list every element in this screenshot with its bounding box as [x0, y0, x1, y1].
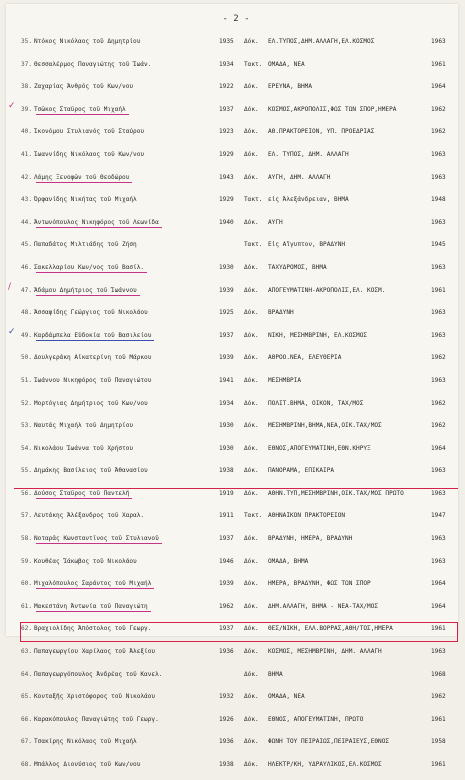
member-category: Δόκ. — [244, 83, 259, 91]
birth-year: 1962 — [219, 602, 234, 610]
person-name: Καρακόπουλος Παναγιώτης τοῦ Γεωργ. — [34, 715, 159, 723]
registration-year: 1963 — [431, 173, 446, 181]
registration-year: 1947 — [431, 512, 446, 520]
entry-number: 60. — [20, 580, 32, 588]
list-item — [6, 260, 458, 283]
birth-year: 1929 — [219, 150, 234, 158]
birth-year: 1937 — [219, 105, 234, 113]
list-item — [6, 124, 458, 147]
list-item — [6, 689, 458, 712]
registration-year: 1961 — [431, 761, 446, 768]
register-list — [6, 34, 458, 780]
member-category: Δόκ. — [244, 580, 259, 588]
registration-year: 1964 — [431, 580, 446, 588]
handwritten-underline — [36, 543, 162, 544]
member-category: Δόκ. — [244, 444, 259, 452]
registration-year: 1963 — [431, 557, 446, 565]
entry-number: 51. — [20, 376, 32, 384]
list-item — [6, 757, 458, 780]
newspapers: ΗΛΕΚΤΡ/ΚΗ, ΥΔΡΑΥΛΙΚΟΣ,ΕΛ.ΚΟΣΜΟΣ — [268, 761, 382, 768]
member-category: Δόκ. — [244, 354, 259, 362]
registration-year: 1961 — [431, 625, 446, 633]
registration-year: 1962 — [431, 354, 446, 362]
newspapers: ΑΘΡΟΟ.ΝΕΑ, ΕΛΕΥΘΕΡΙΑ — [268, 354, 342, 362]
registration-year: 1962 — [431, 105, 446, 113]
list-item — [6, 57, 458, 80]
entry-number: 50. — [20, 354, 32, 362]
handwritten-underline — [36, 588, 154, 589]
entry-number: 55. — [20, 467, 32, 475]
newspapers: ΤΑΧΥΔΡΟΜΟΣ, ΒΗΜΑ — [268, 263, 327, 271]
newspapers: ΑΘ.ΠΡΑΚΤΟΡΕΙΟΝ, ΥΠ. ΠΡΟΕΔΡΙΑΣ — [268, 128, 375, 136]
member-category: Δόκ. — [244, 489, 259, 497]
birth-year: 1934 — [219, 60, 234, 68]
person-name: Ἀντωνόπουλος Νικηφόρος τοῦ Λεωνίδα — [34, 218, 159, 226]
birth-year: 1946 — [219, 557, 234, 565]
birth-year: 1936 — [219, 648, 234, 656]
entry-number: 63. — [20, 648, 32, 656]
handwritten-underline — [36, 227, 162, 228]
list-item — [6, 463, 458, 486]
member-category: Δόκ. — [244, 309, 259, 317]
newspapers: Εἰς Αἴγυπτον, ΒΡΑΔΥΝΗ — [268, 241, 346, 249]
handwritten-underline — [36, 498, 132, 499]
birth-year: 1939 — [219, 580, 234, 588]
entry-number: 45. — [20, 241, 32, 249]
margin-check-mark: ✓ — [8, 100, 16, 111]
newspapers: ΟΜΑΔΑ, ΝΕΑ — [268, 693, 305, 701]
newspapers: ΒΡΑΔΥΝΗ — [268, 309, 294, 317]
entry-number: 43. — [20, 196, 32, 204]
member-category: Δόκ. — [244, 625, 259, 633]
newspapers: ΗΜΕΡΑ, ΒΡΑΔΥΝΗ, ΦΩΣ ΤΩΝ ΣΠΟΡ — [268, 580, 371, 588]
person-name: Ἀδάμου Δημήτριος τοῦ Ἰωάννου — [34, 286, 137, 294]
entry-number: 56. — [20, 489, 32, 497]
entry-number: 54. — [20, 444, 32, 452]
person-name: Δούσος Σταῦρος τοῦ Παντελῆ — [34, 489, 130, 497]
registration-year: 1963 — [431, 218, 446, 226]
birth-year: 1941 — [219, 376, 234, 384]
member-category: Δόκ. — [244, 557, 259, 565]
registration-year: 1963 — [431, 489, 446, 497]
newspapers: ΕΘΝΟΣ,ΑΠΟΓΕΥΜΑΤΙΝΗ,ΕΘΝ.ΚΗΡΥΞ — [268, 444, 371, 452]
list-item — [6, 147, 458, 170]
birth-year: 1911 — [219, 512, 234, 520]
birth-year: 1943 — [219, 173, 234, 181]
list-item — [6, 305, 458, 328]
person-name: Λευτάκης Ἀλέξανδρος τοῦ Χαραλ. — [34, 512, 145, 520]
person-name: Ἰωαννίδης Νικόλαος τοῦ Κων/νου — [34, 150, 145, 158]
list-item — [6, 667, 458, 690]
member-category: Δόκ. — [244, 602, 259, 610]
newspapers: ΕΘΝΟΣ, ΑΠΟΓΕΥΜΑΤΙΝΗ, ΠΡΩΤΟ — [268, 715, 364, 723]
person-name: Νοταρᾶς Κωνσταντῖνος τοῦ Στυλιανοῦ — [34, 535, 159, 543]
entry-number: 52. — [20, 399, 32, 407]
birth-year: 1930 — [219, 422, 234, 430]
person-name: Κουθέας Ἰάκωβος τοῦ Νικολάου — [34, 557, 137, 565]
registration-year: 1958 — [431, 738, 446, 746]
member-category: Δόκ. — [244, 128, 259, 136]
newspapers: ΚΟΣΜΟΣ, ΜΕΣΗΜΒΡΙΝΗ, ΔΗΜ. ΑΛΛΑΓΗ — [268, 648, 382, 656]
entry-number: 58. — [20, 535, 32, 543]
member-category: Τακτ. — [244, 196, 263, 204]
list-item — [6, 508, 458, 531]
list-item — [6, 34, 458, 57]
birth-year: 1923 — [219, 128, 234, 136]
list-item — [6, 734, 458, 757]
member-category: Δόκ. — [244, 670, 259, 678]
entry-number: 46. — [20, 263, 32, 271]
entry-number: 61. — [20, 602, 32, 610]
registration-year: 1963 — [431, 331, 446, 339]
newspapers: ΘΕΣ/ΝΙΚΗ, ΕΛΛ.ΒΟΡΡΑΣ,ΑΘΗ/ΤΟΣ,ΗΜΕΡΑ — [268, 625, 393, 633]
list-item — [6, 79, 458, 102]
entry-number: 57. — [20, 512, 32, 520]
list-item — [6, 396, 458, 419]
registration-year: 1962 — [431, 693, 446, 701]
entry-number: 67. — [20, 738, 32, 746]
list-item — [6, 418, 458, 441]
list-item — [6, 237, 458, 260]
entry-number: 37. — [20, 60, 32, 68]
registration-year: 1968 — [431, 670, 446, 678]
list-item — [6, 531, 458, 554]
list-item — [6, 283, 458, 306]
newspapers: ΒΡΑΔΥΝΗ, ΗΜΕΡΑ, ΒΡΑΔΥΝΗ — [268, 535, 353, 543]
entry-number: 64. — [20, 670, 32, 678]
member-category: Δόκ. — [244, 173, 259, 181]
newspapers: ΟΜΑΔΑ, ΒΗΜΑ — [268, 557, 309, 565]
newspapers: ΝΙΚΗ, ΜΕΣΗΜΒΡΙΝΗ, ΕΛ.ΚΟΣΜΟΣ — [268, 331, 368, 339]
newspapers: εἰς Ἀλεξάνδρειαν, ΒΗΜΑ — [268, 196, 349, 204]
newspapers: ΑΥΓΗ, ΔΗΜ. ΑΛΛΑΓΗ — [268, 173, 331, 181]
entry-number: 68. — [20, 761, 32, 768]
person-name: Σακελλαρίου Κων/νος τοῦ Βασίλ. — [34, 263, 145, 271]
newspapers: ΠΑΝΟΡΑΜΑ, ΕΠΙΚΑΙΡΑ — [268, 467, 335, 475]
person-name: Τσῶκος Σταῦρος τοῦ Μιχαήλ — [34, 105, 126, 113]
handwritten-underline — [36, 611, 151, 612]
birth-year: 1934 — [219, 399, 234, 407]
list-item — [6, 599, 458, 622]
member-category: Δόκ. — [244, 105, 259, 113]
list-item — [6, 621, 458, 644]
birth-year: 1940 — [219, 218, 234, 226]
list-item — [6, 350, 458, 373]
list-item — [6, 441, 458, 464]
list-item — [6, 486, 458, 509]
person-name: Ἀσσαφίδης Γεώργιος τοῦ Νικολάου — [34, 309, 148, 317]
entry-number: 38. — [20, 83, 32, 91]
list-item — [6, 373, 458, 396]
red-highlight-box — [20, 622, 458, 642]
registration-year: 1963 — [431, 38, 446, 45]
newspapers: ΕΡΕΥΝΑ, ΒΗΜΑ — [268, 83, 313, 91]
registration-year: 1964 — [431, 444, 446, 452]
person-name: Μπάλλος Διονύσιος τοῦ Κων/νου — [34, 761, 141, 768]
newspapers: ΑΘΗΝΑΪΚΟΝ ΠΡΑΚΤΟΡΕΙΟΝ — [268, 512, 346, 520]
registration-year: 1963 — [431, 263, 446, 271]
handwritten-underline — [36, 295, 140, 296]
entry-number: 62. — [20, 625, 32, 633]
newspapers: ΜΕΣΗΜΒΡΙΑ — [268, 376, 302, 384]
member-category: Δόκ. — [244, 38, 259, 45]
person-name: Ἰκονόμου Στυλιανός τοῦ Σταύρου — [34, 128, 145, 136]
entry-number: 53. — [20, 422, 32, 430]
registration-year: 1945 — [431, 241, 446, 249]
member-category: Δόκ. — [244, 467, 259, 475]
list-item — [6, 102, 458, 125]
member-category: Δόκ. — [244, 422, 259, 430]
birth-year: 1938 — [219, 761, 234, 768]
member-category: Τακτ. — [244, 512, 263, 520]
entry-number: 35. — [20, 38, 32, 45]
entry-number: 66. — [20, 715, 32, 723]
person-name: Ναυτάς Μιχαήλ τοῦ Δημητρίου — [34, 422, 134, 430]
newspapers: ΑΠΟΓΕΥΜΑΤΙΝΗ-ΑΚΡΟΠΟΛΙΣ,ΕΛ. ΚΟΣΜ. — [268, 286, 386, 294]
birth-year: 1937 — [219, 331, 234, 339]
birth-year: 1922 — [219, 83, 234, 91]
person-name: Καρδάμπελα Εὐδοκία τοῦ Βασιλείου — [34, 331, 152, 339]
person-name: Παπαδάτος Μιλτιάδης τοῦ Ζήση — [34, 241, 137, 249]
entry-number: 44. — [20, 218, 32, 226]
newspapers: ΒΗΜΑ — [268, 670, 283, 678]
birth-year: 1936 — [219, 738, 234, 746]
person-name: Νικολάου Ἰωάννα τοῦ Χρήστου — [34, 444, 134, 452]
person-name: Θεσσαλέρμος Παναγιώτης τοῦ Ἰωάν. — [34, 60, 152, 68]
member-category: Δόκ. — [244, 399, 259, 407]
list-item — [6, 192, 458, 215]
member-category: Δόκ. — [244, 331, 259, 339]
person-name: Βραχιολίδης Ἀπόστολος τοῦ Γεωργ. — [34, 625, 152, 633]
registration-year: 1963 — [431, 535, 446, 543]
person-name: Κονταξῆς Χριστόφορος τοῦ Νικολάου — [34, 693, 156, 701]
member-category: Δόκ. — [244, 150, 259, 158]
newspapers: ΑΘΗΝ.ΤΥΠ,ΜΕΣΗΜΒΡΙΝΗ,ΟΙΚ.ΤΑΧ/ΜΟΣ ΠΡΩΤΟ — [268, 489, 404, 497]
registration-year: 1963 — [431, 150, 446, 158]
member-category: Δόκ. — [244, 263, 259, 271]
list-item — [6, 576, 458, 599]
newspapers: ΜΕΣΗΜΒΡΙΝΗ,ΒΗΜΑ,ΝΕΑ,ΟΙΚ.ΤΑΧ/ΜΟΣ — [268, 422, 382, 430]
member-category: Δόκ. — [244, 535, 259, 543]
person-name: Ὀρφανίδης Νικήτας τοῦ Μιχαήλ — [34, 196, 137, 204]
person-name: Μιχαλόπουλος Σαράντος τοῦ Μιχαήλ — [34, 580, 152, 588]
member-category: Τακτ. — [244, 60, 263, 68]
member-category: Δόκ. — [244, 218, 259, 226]
registration-year: 1962 — [431, 128, 446, 136]
registration-year: 1963 — [431, 467, 446, 475]
member-category: Δόκ. — [244, 693, 259, 701]
entry-number: 39. — [20, 105, 32, 113]
list-item — [6, 328, 458, 351]
birth-year: 1930 — [219, 263, 234, 271]
person-name: Λάμης Ξενοφῶν τοῦ Θεοδώρου — [34, 173, 130, 181]
registration-year: 1964 — [431, 83, 446, 91]
registration-year: 1961 — [431, 715, 446, 723]
entry-number: 40. — [20, 128, 32, 136]
birth-year: 1937 — [219, 625, 234, 633]
newspapers: ΠΟΛΙΤ.ΒΗΜΑ, ΟΙΚΟΝ, ΤΑΧ/ΜΟΣ — [268, 399, 364, 407]
entry-number: 41. — [20, 150, 32, 158]
handwritten-underline — [36, 182, 132, 183]
newspapers: ΚΟΣΜΟΣ,ΑΚΡΟΠΟΛΙΣ,ΦΩΣ ΤΩΝ ΣΠΟΡ,ΗΜΕΡΑ — [268, 105, 397, 113]
newspapers: ΕΛ.ΤΥΠΟΣ,ΔΗΜ.ΑΛΛΑΓΗ,ΕΛ.ΚΟΣΜΟΣ — [268, 38, 375, 45]
person-name: Παπαγεωργόπουλος Ἀνδρέας τοῦ Κανελ. — [34, 670, 163, 678]
birth-year: 1926 — [219, 715, 234, 723]
person-name: Παπαγεωργίου Χαρίλαος τοῦ Ἀλεξίου — [34, 648, 156, 656]
entry-number: 65. — [20, 693, 32, 701]
person-name: Τσακίρης Νικόλαος τοῦ Μιχαήλ — [34, 738, 137, 746]
person-name: Δημάκης Βασίλειος τοῦ Ἀθανασίου — [34, 467, 148, 475]
registration-year: 1962 — [431, 399, 446, 407]
newspapers: ΦΩΝΗ ΤΟΥ ΠΕΙΡΑΙΩΣ,ΠΕΙΡΑΙΕΥΣ,ΕΘΝΟΣ — [268, 738, 390, 746]
birth-year: 1930 — [219, 444, 234, 452]
handwritten-underline — [36, 272, 147, 273]
entry-number: 59. — [20, 557, 32, 565]
member-category: Δόκ. — [244, 376, 259, 384]
member-category: Δόκ. — [244, 286, 259, 294]
birth-year: 1932 — [219, 693, 234, 701]
list-item — [6, 215, 458, 238]
entry-number: 47. — [20, 286, 32, 294]
member-category: Δόκ. — [244, 761, 259, 768]
person-name: Ντόκος Νικόλαος τοῦ Δημητρίου — [34, 38, 141, 45]
person-name: Μορτόγιας Δημήτριος τοῦ Κων/νου — [34, 399, 148, 407]
newspapers: ΔΗΜ.ΑΛΛΑΓΗ, ΒΗΜΑ - ΝΕΑ-ΤΑΧ/ΜΟΣ — [268, 602, 379, 610]
registration-year: 1963 — [431, 648, 446, 656]
list-item — [6, 712, 458, 735]
birth-year: 1925 — [219, 309, 234, 317]
member-category: Δόκ. — [244, 715, 259, 723]
member-category: Δόκ. — [244, 648, 259, 656]
birth-year: 1938 — [219, 467, 234, 475]
registration-year: 1961 — [431, 60, 446, 68]
list-item — [6, 644, 458, 667]
birth-year: 1929 — [219, 196, 234, 204]
newspapers: ΕΛ. ΤΥΠΟΣ, ΔΗΜ. ΑΛΛΑΓΗ — [268, 150, 349, 158]
list-item — [6, 554, 458, 577]
registration-year: 1963 — [431, 309, 446, 317]
registration-year: 1962 — [431, 422, 446, 430]
page-number: - 2 - — [222, 14, 250, 24]
entry-number: 42. — [20, 173, 32, 181]
birth-year: 1919 — [219, 489, 234, 497]
registration-year: 1961 — [431, 286, 446, 294]
newspapers: ΟΜΑΔΑ, ΝΕΑ — [268, 60, 305, 68]
birth-year: 1937 — [219, 535, 234, 543]
person-name: Ζαχαρίας Ἀνθρός τοῦ Κων/νου — [34, 83, 134, 91]
member-category: Δόκ. — [244, 738, 259, 746]
person-name: Δουλγεράκη Αἰκατερίνη τοῦ Μάρκου — [34, 354, 152, 362]
document-page — [6, 4, 458, 768]
list-item — [6, 170, 458, 193]
margin-check-mark: / — [8, 281, 12, 292]
margin-check-mark: ✓ — [8, 326, 16, 337]
birth-year: 1939 — [219, 286, 234, 294]
newspapers: ΑΥΓΗ — [268, 218, 283, 226]
registration-year: 1948 — [431, 196, 446, 204]
member-category: Τακτ. — [244, 241, 263, 249]
handwritten-underline — [36, 340, 154, 341]
handwritten-underline — [36, 114, 129, 115]
registration-year: 1963 — [431, 376, 446, 384]
entry-number: 48. — [20, 309, 32, 317]
person-name: Ἰωάννου Νικηφόρος τοῦ Παναγιώτου — [34, 376, 152, 384]
person-name: Μακεστάνη Ἀντωνία τοῦ Παναγιώτη — [34, 602, 148, 610]
entry-number: 49. — [20, 331, 32, 339]
registration-year: 1964 — [431, 602, 446, 610]
birth-year: 1935 — [219, 38, 234, 45]
birth-year: 1939 — [219, 354, 234, 362]
